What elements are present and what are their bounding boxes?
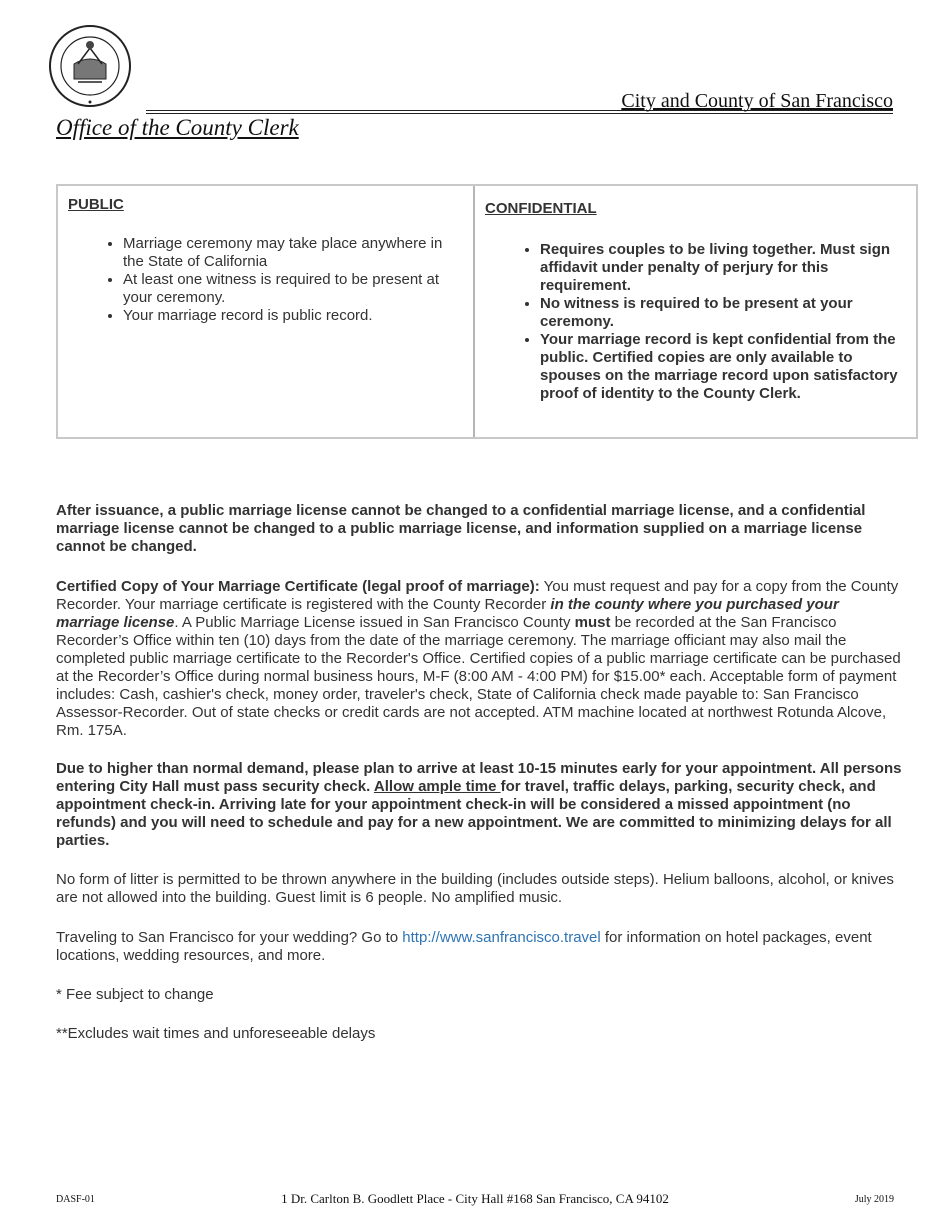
certified-must: must <box>574 614 611 631</box>
travel-paragraph <box>56 929 906 965</box>
city-seal-logo <box>48 24 132 108</box>
certified-emphasis: in the county where you purchased your marriage license <box>56 596 839 631</box>
public-list <box>68 235 463 325</box>
fee-note: * Fee subject to change <box>56 986 214 1003</box>
issuance-notice: After issuance, a public marriage license cannot be changed to a confidential marriage license, and a confidential marriage license cannot be changed to a public marriage license, and information supplied on a marriage license cannot be changed. <box>56 502 866 555</box>
public-heading: PUBLIC <box>68 196 124 213</box>
travel-text-2: for information on hotel packages, event locations, wedding resources, and more. <box>56 929 872 964</box>
license-comparison-table <box>56 184 918 439</box>
list-item: • Marriage ceremony may take place anywhere in the State of California <box>123 235 463 271</box>
list-item: • No witness is required to be present at your ceremony. <box>540 295 906 331</box>
list-item: • Your marriage record is public record. <box>123 307 463 325</box>
form-id: DASF-01 <box>56 1194 95 1205</box>
public-column <box>58 186 475 437</box>
certified-copy-heading: Certified Copy of Your Marriage Certificate (legal proof of marriage): <box>56 578 540 595</box>
certified-text-2: . A Public Marriage License issued in San Francisco County <box>174 614 575 631</box>
certified-copy-paragraph <box>56 578 906 740</box>
footer-address: 1 Dr. Carlton B. Goodlett Place - City Hall #168 San Francisco, CA 94102 <box>281 1191 669 1206</box>
wait-note: **Excludes wait times and unforeseeable delays <box>56 1025 376 1042</box>
list-item: • At least one witness is required to be present at your ceremony. <box>123 271 463 307</box>
demand-text-2: for travel, traffic delays, parking, security check, and appointment check-in. Arriving late for your appointment check-in will be considered a missed appointment (no refunds) and you will need to schedule and pay for a new appointment. We are committed to minimizing delays for all parties. <box>56 778 892 849</box>
demand-notice <box>56 760 906 850</box>
confidential-list <box>485 241 906 403</box>
certified-text-3: be recorded at the San Francisco Recorder’s Office within ten (10) days from the date of the marriage ceremony. The marriage officiant may also mail the completed public marriage certificate to the Recorder's Office. Certified copies of a public marriage certificate can be purchased at the Recorder’s Office during normal business hours, M-F (8:00 AM - 4:00 PM) for $15.00* each. Acceptable form of payment includes: Cash, cashier's check, money order, traveler's check, State of California check made payable to: San Francisco Assessor-Recorder. Out of state checks or credit cards are not accepted. ATM machine located at northwest Rotunda Alcove, Rm. 175A. <box>56 614 901 739</box>
city-name: City and County of San Francisco <box>621 90 893 112</box>
certified-text-1: You must request and pay for a copy from the County Recorder. Your marriage certificate is registered with the County Recorder <box>56 578 899 613</box>
demand-underlined: Allow ample time <box>373 778 501 795</box>
office-title: Office of the County Clerk <box>56 115 299 140</box>
litter-notice: No form of litter is permitted to be thrown anywhere in the building (includes outside steps). Helium balloons, alcohol, or knives are not allowed into the building. Guest limit is 6 people. No amplified music. <box>56 871 894 906</box>
list-item: • Requires couples to be living together. Must sign affidavit under penalty of perjury for this requirement. <box>540 241 906 295</box>
list-item: • Your marriage record is kept confidential from the public. Certified copies are only available to spouses on the marriage record upon satisfactory proof of identity to the County Clerk. <box>540 331 906 403</box>
travel-link[interactable]: http://www.sanfrancisco.travel <box>402 929 601 946</box>
confidential-heading: CONFIDENTIAL <box>485 200 597 217</box>
header-rule-double <box>146 113 893 114</box>
footer-date: July 2019 <box>854 1194 894 1205</box>
demand-text-1: Due to higher than normal demand, please plan to arrive at least 10-15 minutes early for your appointment. All persons entering City Hall must pass security check. <box>56 760 902 795</box>
confidential-column <box>475 186 916 437</box>
travel-text-1: Traveling to San Francisco for your wedding? Go to <box>56 929 403 946</box>
